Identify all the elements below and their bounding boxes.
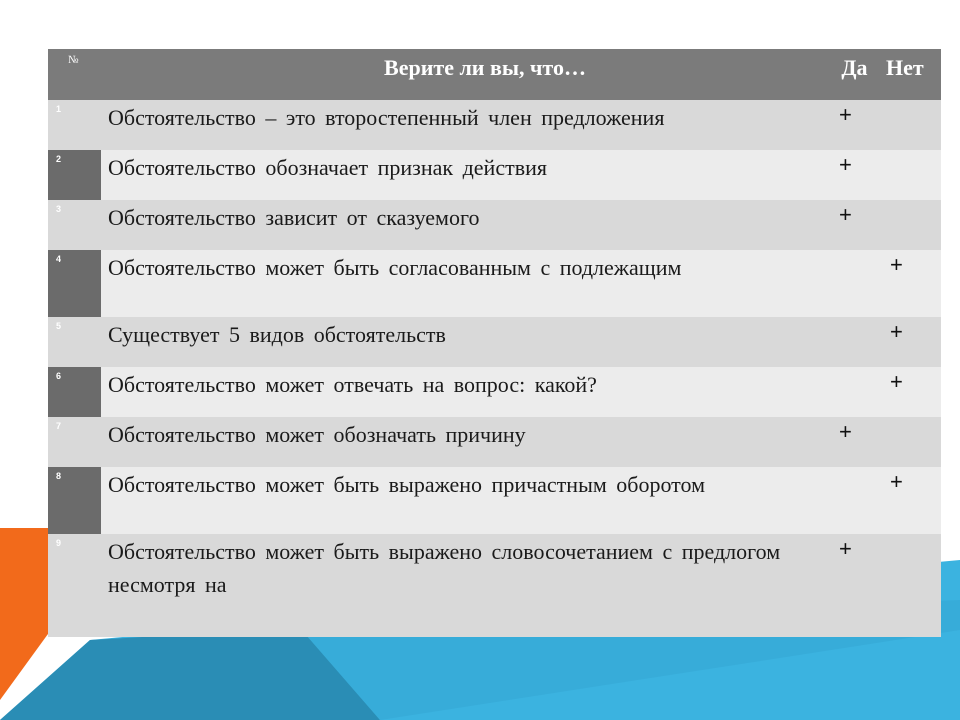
table-row [48,150,941,200]
row-number: 6 [48,367,101,417]
row-number: 8 [48,467,101,534]
table-row [48,467,941,534]
row-number: 5 [48,317,101,367]
row-no-mark [880,200,941,250]
row-yes-mark: + [829,150,880,200]
row-yes-mark [829,317,880,367]
row-yes-mark [829,467,880,534]
row-statement: Обстоятельство может быть выражено причастным оборотом [101,467,829,534]
row-number: 4 [48,250,101,317]
row-yes-mark: + [829,200,880,250]
row-no-mark [880,417,941,467]
row-number: 7 [48,417,101,467]
row-no-mark: + [880,317,941,367]
header-statement: Верите ли вы, что… [384,55,586,80]
header-yes: Да [841,55,868,80]
row-number: 9 [48,534,101,637]
header-no: Нет [886,55,924,80]
row-no-mark [880,534,941,637]
row-statement: Обстоятельство может быть выражено словосочетанием с предлогом несмотря на [101,534,829,637]
table-row [48,317,941,367]
row-yes-mark [829,367,880,417]
row-statement: Обстоятельство – это второстепенный член предложения [101,100,829,150]
row-yes-mark: + [829,100,880,150]
table-row [48,250,941,317]
row-no-mark [880,150,941,200]
row-statement: Обстоятельство зависит от сказуемого [101,200,829,250]
row-number: 1 [48,100,101,150]
row-no-mark: + [880,367,941,417]
row-statement: Обстоятельство может обозначать причину [101,417,829,467]
row-number: 3 [48,200,101,250]
row-no-mark: + [880,250,941,317]
row-statement: Обстоятельство обозначает признак действия [101,150,829,200]
table-row [48,200,941,250]
table-row [48,417,941,467]
row-statement: Обстоятельство может быть согласованным с подлежащим [101,250,829,317]
row-number: 2 [48,150,101,200]
row-yes-mark: + [829,417,880,467]
row-yes-mark: + [829,534,880,637]
table-row [48,100,941,150]
table-row [48,367,941,417]
table-row [48,534,941,637]
row-yes-mark [829,250,880,317]
row-statement: Существует 5 видов обстоятельств [101,317,829,367]
table-header-row [48,49,941,100]
header-num: № [68,54,79,66]
quiz-table [48,49,941,637]
row-no-mark [880,100,941,150]
row-statement: Обстоятельство может отвечать на вопрос: какой? [101,367,829,417]
row-no-mark: + [880,467,941,534]
